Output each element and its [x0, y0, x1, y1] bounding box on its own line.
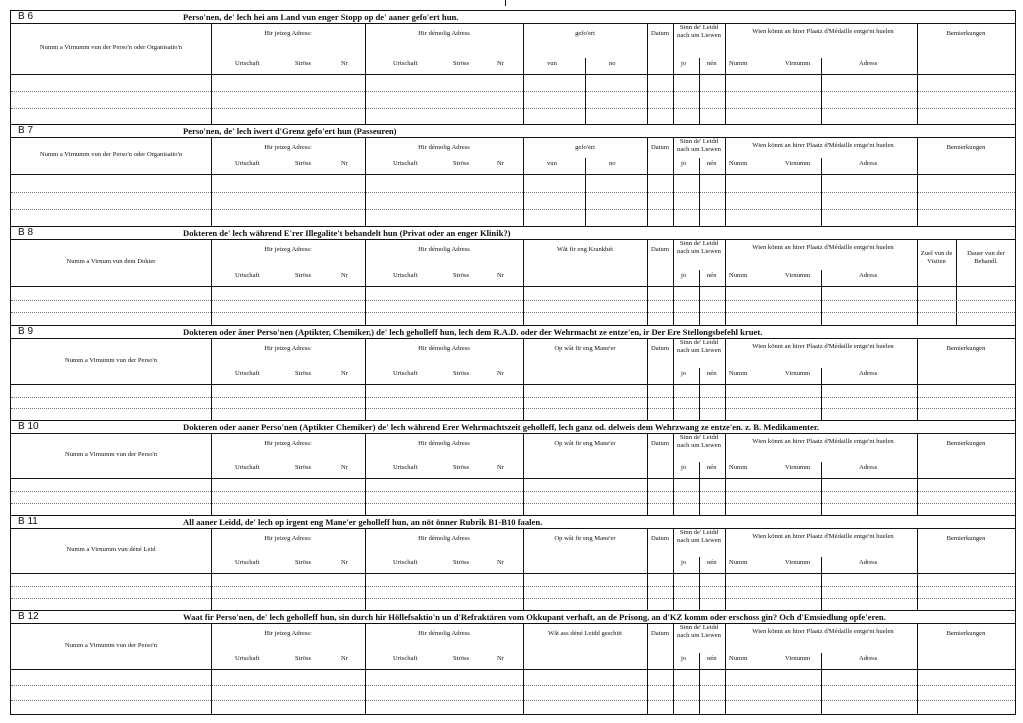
- town-label: Urtschaft: [393, 464, 418, 471]
- town-label: Urtschaft: [235, 370, 260, 377]
- section-header: [11, 624, 1015, 670]
- column-divider: [647, 385, 648, 420]
- remarks-label: Bemierkungen: [946, 144, 986, 151]
- column-divider: [699, 158, 700, 174]
- medal-recipient-label: Wien könnt an hirer Plaatz d'Médaille entge'nt huelen: [752, 343, 894, 350]
- column-divider: [725, 529, 726, 573]
- name-column-label: Numm a Virnumm vun der Perso'n: [64, 641, 158, 649]
- column-divider: [699, 462, 700, 478]
- section-title: Dokteren oder aaner Perso'nen (Aptikter Chemiker) de' lech während Erer Wehrmachtszeit geholleff, lech ganz od. delweis dem Wehrzwang ze entze'en. z. B. Medikamenter.: [183, 422, 820, 432]
- column-divider: [821, 158, 822, 174]
- column-divider: [673, 385, 674, 420]
- yes-label: jo: [681, 60, 687, 67]
- column-divider: [699, 75, 700, 124]
- column-divider: [673, 479, 674, 515]
- number-label: Nr: [497, 160, 504, 167]
- description-column-label: Wât ass déné Leidd geschitt: [548, 630, 622, 637]
- street-label: Ströss: [453, 272, 470, 279]
- duration-label: Dauer vun der Behandl.: [967, 250, 1005, 265]
- section-b10: [10, 420, 1016, 515]
- column-divider: [585, 158, 586, 174]
- column-divider: [699, 653, 700, 669]
- firstname-label: Virnumm: [785, 559, 811, 566]
- description-column-label: Wât fir eng Krankhét: [556, 246, 614, 253]
- column-divider: [365, 479, 366, 515]
- section-header: [11, 240, 1015, 287]
- section-title-bar: [11, 11, 1015, 24]
- former-address-label: Hir démolig Adress: [418, 30, 470, 37]
- entry-row-line: [11, 491, 1015, 492]
- current-address-label: Hir jetzeg Adress:: [264, 630, 312, 637]
- number-label: Nr: [497, 272, 504, 279]
- no-label: nén: [707, 655, 717, 662]
- column-divider: [211, 287, 212, 325]
- entry-row-line: [11, 192, 1015, 193]
- former-address-label: Hir démolig Adress: [418, 440, 470, 447]
- number-label: Nr: [497, 370, 504, 377]
- from-label: vun: [547, 60, 557, 67]
- column-divider: [673, 670, 674, 715]
- section-rows: [11, 670, 1015, 715]
- alive-label: Sinn de' Leidd nach um Liewen: [677, 240, 721, 255]
- column-divider: [917, 479, 918, 515]
- column-divider: [523, 670, 524, 715]
- current-address-label: Hir jetzeg Adress:: [264, 246, 312, 253]
- column-divider: [673, 138, 674, 174]
- name-column-label: Numm a Virnumm vun déné Leid: [66, 546, 156, 553]
- firstname-label: Virnumm: [785, 655, 811, 662]
- column-divider: [956, 287, 957, 325]
- column-divider: [821, 385, 822, 420]
- surname-label: Numm: [729, 655, 748, 662]
- section-title: Dokteren de' lech während E'rer Illegalite't behandelt hun (Privat oder an enger Klinik?): [183, 228, 511, 238]
- number-label: Nr: [341, 464, 348, 471]
- section-title: All aaner Leidd, de' lech op irgent eng Mane'er geholleff hun, an nöt önner Rubrik B1-B10 faalen.: [183, 517, 543, 527]
- remarks-label: Bemierkungen: [946, 535, 986, 542]
- surname-label: Numm: [729, 370, 748, 377]
- column-divider: [211, 670, 212, 715]
- medal-recipient-label: Wien könnt an hirer Plaatz d'Médaille entge'nt huelen: [752, 438, 894, 445]
- date-label: Datum: [651, 630, 669, 637]
- name-column-label: Numm a Virnum vun dem Dokter: [66, 258, 156, 265]
- section-rows: [11, 75, 1015, 124]
- entry-row-line: [11, 300, 1015, 301]
- column-divider: [699, 175, 700, 226]
- yes-label: jo: [681, 464, 687, 471]
- to-label: no: [609, 160, 616, 167]
- column-divider: [821, 670, 822, 715]
- town-label: Urtschaft: [393, 655, 418, 662]
- current-address-label: Hir jetzeg Adress:: [264, 440, 312, 447]
- column-divider: [821, 479, 822, 515]
- column-divider: [673, 529, 674, 573]
- column-divider: [725, 339, 726, 384]
- town-label: Urtschaft: [235, 160, 260, 167]
- column-divider: [699, 270, 700, 286]
- street-label: Ströss: [295, 655, 312, 662]
- surname-label: Numm: [729, 559, 748, 566]
- remarks-label: Bemierkungen: [946, 345, 986, 352]
- number-label: Nr: [497, 655, 504, 662]
- address-label: Adress: [859, 272, 878, 279]
- number-label: Nr: [497, 60, 504, 67]
- column-divider: [647, 287, 648, 325]
- column-divider: [523, 479, 524, 515]
- section-header: [11, 138, 1015, 175]
- name-column-label: Numm a Virnumm vun der Perso'n oder Organisatio'n: [39, 151, 183, 158]
- section-rows: [11, 287, 1015, 325]
- column-divider: [725, 574, 726, 610]
- column-divider: [673, 574, 674, 610]
- alive-label: Sinn de' Leidd nach um Liewen: [677, 624, 721, 639]
- column-divider: [673, 240, 674, 286]
- column-divider: [365, 574, 366, 610]
- no-label: nén: [707, 272, 717, 279]
- column-divider: [917, 574, 918, 610]
- column-divider: [917, 287, 918, 325]
- description-column-label: Op wât fir eng Mane'er: [554, 440, 616, 447]
- column-divider: [523, 385, 524, 420]
- firstname-label: Virnumm: [785, 370, 811, 377]
- alive-label: Sinn de' Leidd nach um Liewen: [677, 434, 721, 449]
- column-divider: [725, 175, 726, 226]
- alive-label: Sinn de' Leidd nach um Liewen: [677, 339, 721, 354]
- column-divider: [699, 670, 700, 715]
- column-divider: [673, 434, 674, 478]
- firstname-label: Virnumm: [785, 464, 811, 471]
- column-divider: [725, 75, 726, 124]
- number-label: Nr: [341, 655, 348, 662]
- section-rows: [11, 479, 1015, 515]
- medal-recipient-label: Wien könnt an hirer Plaatz d'Médaille entge'nt huelen: [752, 28, 894, 35]
- number-label: Nr: [497, 464, 504, 471]
- current-address-label: Hir jetzeg Adress:: [264, 535, 312, 542]
- medal-recipient-label: Wien könnt an hirer Plaatz d'Médaille entge'nt huelen: [752, 142, 894, 149]
- no-label: nén: [707, 160, 717, 167]
- column-divider: [725, 24, 726, 74]
- section-title: Perso'nen, de' lech iwert d'Grenz gefo'ert hun (Passeuren): [183, 126, 397, 136]
- column-divider: [647, 479, 648, 515]
- surname-label: Numm: [729, 160, 748, 167]
- description-column-label: Op wât fir eng Mane'er: [554, 345, 616, 352]
- column-divider: [725, 624, 726, 669]
- former-address-label: Hir démolig Adress: [418, 345, 470, 352]
- column-divider: [821, 574, 822, 610]
- column-divider: [365, 287, 366, 325]
- column-divider: [647, 574, 648, 610]
- town-label: Urtschaft: [393, 559, 418, 566]
- alive-label: Sinn de' Leidd nach um Liewen: [677, 24, 721, 39]
- medal-recipient-label: Wien könnt an hirer Plaatz d'Médaille entge'nt huelen: [752, 244, 894, 251]
- entry-row-line: [11, 685, 1015, 686]
- column-divider: [821, 368, 822, 384]
- column-divider: [699, 58, 700, 74]
- section-code: B 7: [18, 125, 34, 136]
- section-title: Waat fir Perso'nen, de' lech geholleff hun, sin durch hir Höllefsaktio'n un d'Refraktären vom Okkupant verhaft, an de Prisong, an d'KZ komm oder erschoss gin? Och d'Emsiedlung opfe'eren.: [183, 612, 886, 622]
- column-divider: [211, 385, 212, 420]
- remarks-label: Bemierkungen: [946, 30, 986, 37]
- remarks-label: Bemierkungen: [946, 440, 986, 447]
- yes-label: jo: [681, 160, 687, 167]
- town-label: Urtschaft: [393, 272, 418, 279]
- column-divider: [365, 175, 366, 226]
- section-code: B 6: [18, 11, 34, 22]
- street-label: Ströss: [453, 559, 470, 566]
- town-label: Urtschaft: [393, 160, 418, 167]
- address-label: Adress: [859, 655, 878, 662]
- column-divider: [917, 385, 918, 420]
- column-divider: [673, 287, 674, 325]
- column-divider: [673, 24, 674, 74]
- alive-label: Sinn de' Leidd nach um Liewen: [677, 529, 721, 544]
- section-rows: [11, 385, 1015, 420]
- column-divider: [673, 75, 674, 124]
- section-title-bar: [11, 421, 1015, 434]
- surname-label: Numm: [729, 60, 748, 67]
- column-divider: [699, 557, 700, 573]
- number-label: Nr: [341, 272, 348, 279]
- column-divider: [211, 479, 212, 515]
- yes-label: jo: [681, 655, 687, 662]
- section-b8: [10, 226, 1016, 325]
- column-divider: [699, 385, 700, 420]
- firstname-label: Virnumm: [785, 160, 811, 167]
- street-label: Ströss: [453, 464, 470, 471]
- column-divider: [821, 175, 822, 226]
- town-label: Urtschaft: [235, 60, 260, 67]
- section-header: [11, 24, 1015, 75]
- column-divider: [725, 138, 726, 174]
- street-label: Ströss: [453, 655, 470, 662]
- former-address-label: Hir démolig Adress: [418, 535, 470, 542]
- street-label: Ströss: [295, 559, 312, 566]
- column-divider: [585, 175, 586, 226]
- street-label: Ströss: [295, 272, 312, 279]
- town-label: Urtschaft: [235, 655, 260, 662]
- former-address-label: Hir démolig Adress: [418, 144, 470, 151]
- section-title: Dokteren oder âner Perso'nen (Aptikter, Chemiker,) de' lech geholleff hun, lech dem R.A.D. oder der Wehrmacht ze entze'en, ir Der Ere Stellongsbefehl kruet.: [183, 327, 763, 337]
- column-divider: [699, 287, 700, 325]
- yes-label: jo: [681, 370, 687, 377]
- medal-recipient-label: Wien könnt an hirer Plaatz d'Médaille entge'nt huelen: [752, 533, 894, 540]
- street-label: Ströss: [295, 160, 312, 167]
- section-rows: [11, 175, 1015, 226]
- yes-label: jo: [681, 559, 687, 566]
- column-divider: [725, 434, 726, 478]
- column-divider: [699, 368, 700, 384]
- no-label: nén: [707, 370, 717, 377]
- entry-row-line: [11, 586, 1015, 587]
- entry-row-line: [11, 598, 1015, 599]
- date-label: Datum: [651, 345, 669, 352]
- column-divider: [647, 75, 648, 124]
- town-label: Urtschaft: [235, 272, 260, 279]
- current-address-label: Hir jetzeg Adress:: [264, 30, 312, 37]
- no-label: nén: [707, 464, 717, 471]
- section-code: B 10: [18, 421, 39, 432]
- yes-label: jo: [681, 272, 687, 279]
- street-label: Ströss: [453, 370, 470, 377]
- section-title-bar: [11, 125, 1015, 138]
- number-label: Nr: [341, 370, 348, 377]
- section-b12: [10, 610, 1016, 715]
- column-divider: [585, 58, 586, 74]
- town-label: Urtschaft: [393, 370, 418, 377]
- section-b6: [10, 10, 1016, 124]
- column-divider: [523, 574, 524, 610]
- column-divider: [725, 287, 726, 325]
- column-divider: [523, 624, 524, 669]
- column-divider: [725, 385, 726, 420]
- date-label: Datum: [651, 535, 669, 542]
- no-label: nén: [707, 60, 717, 67]
- column-divider: [725, 479, 726, 515]
- firstname-label: Virnumm: [785, 60, 811, 67]
- column-divider: [211, 574, 212, 610]
- column-divider: [821, 462, 822, 478]
- address-label: Adress: [859, 370, 878, 377]
- street-label: Ströss: [453, 160, 470, 167]
- street-label: Ströss: [295, 464, 312, 471]
- street-label: Ströss: [295, 60, 312, 67]
- column-divider: [523, 287, 524, 325]
- address-label: Adress: [859, 60, 878, 67]
- column-divider: [211, 175, 212, 226]
- current-address-label: Hir jetzeg Adress:: [264, 144, 312, 151]
- town-label: Urtschaft: [235, 559, 260, 566]
- section-title-bar: [11, 227, 1015, 240]
- column-divider: [647, 670, 648, 715]
- medal-recipient-label: Wien könnt an hirer Plaatz d'Médaille entge'nt huelen: [752, 628, 894, 635]
- section-header: [11, 339, 1015, 385]
- section-title: Perso'nen, de' lech hei am Land vun enger Stopp op de' aaner gefo'ert hun.: [183, 12, 459, 22]
- section-title-bar: [11, 516, 1015, 529]
- section-b11: [10, 515, 1016, 610]
- section-b7: [10, 124, 1016, 226]
- section-code: B 8: [18, 227, 34, 238]
- column-divider: [647, 175, 648, 226]
- entry-row-line: [11, 503, 1015, 504]
- entry-row-line: [11, 108, 1015, 109]
- name-column-label: Numm a Virnumm vun der Perso'n: [64, 356, 158, 364]
- to-label: no: [609, 60, 616, 67]
- column-divider: [365, 385, 366, 420]
- column-divider: [673, 624, 674, 669]
- entry-row-line: [11, 397, 1015, 398]
- entry-row-line: [11, 209, 1015, 210]
- column-divider: [365, 670, 366, 715]
- column-divider: [211, 75, 212, 124]
- column-divider: [523, 175, 524, 226]
- town-label: Urtschaft: [393, 60, 418, 67]
- former-address-label: Hir démolig Adress: [418, 246, 470, 253]
- date-label: Datum: [651, 30, 669, 37]
- transported-label: gefo'ert: [575, 30, 595, 37]
- column-divider: [523, 434, 524, 478]
- column-divider: [523, 75, 524, 124]
- section-header: [11, 529, 1015, 574]
- column-divider: [585, 75, 586, 124]
- date-label: Datum: [651, 440, 669, 447]
- date-label: Datum: [651, 144, 669, 151]
- column-divider: [917, 75, 918, 124]
- column-divider: [523, 529, 524, 573]
- section-code: B 9: [18, 326, 34, 337]
- column-divider: [821, 557, 822, 573]
- name-column-label: Numm a Virnumm vun der Perso'n oder Organisatio'n: [39, 44, 183, 51]
- section-code: B 11: [18, 516, 38, 527]
- transported-label: gefo'ert: [575, 144, 595, 151]
- address-label: Adress: [859, 160, 878, 167]
- town-label: Urtschaft: [235, 464, 260, 471]
- section-title-bar: [11, 611, 1015, 624]
- column-divider: [725, 670, 726, 715]
- entry-row-line: [11, 408, 1015, 409]
- column-divider: [917, 670, 918, 715]
- column-divider: [917, 175, 918, 226]
- entry-row-line: [11, 700, 1015, 701]
- column-divider: [699, 479, 700, 515]
- address-label: Adress: [859, 464, 878, 471]
- number-label: Nr: [341, 60, 348, 67]
- number-label: Nr: [341, 559, 348, 566]
- column-divider: [523, 240, 524, 286]
- column-divider: [821, 75, 822, 124]
- surname-label: Numm: [729, 272, 748, 279]
- column-divider: [673, 175, 674, 226]
- former-address-label: Hir démolig Adress: [418, 630, 470, 637]
- entry-row-line: [11, 312, 1015, 313]
- column-divider: [673, 339, 674, 384]
- column-divider: [821, 58, 822, 74]
- entry-row-line: [11, 91, 1015, 92]
- name-column-label: Numm a Virnumm vun der Perso'n: [64, 451, 158, 458]
- from-label: vun: [547, 160, 557, 167]
- column-divider: [821, 287, 822, 325]
- number-label: Nr: [341, 160, 348, 167]
- visits-label: Zuel vun de Visiten: [920, 250, 953, 265]
- alive-label: Sinn de' Leidd nach um Liewen: [677, 138, 721, 153]
- section-code: B 12: [18, 611, 39, 622]
- section-b9: [10, 325, 1016, 420]
- column-divider: [821, 653, 822, 669]
- column-divider: [821, 270, 822, 286]
- column-divider: [725, 240, 726, 286]
- top-mark: [505, 0, 506, 6]
- number-label: Nr: [497, 559, 504, 566]
- address-label: Adress: [859, 559, 878, 566]
- surname-label: Numm: [729, 464, 748, 471]
- remarks-label: Bemierkungen: [946, 630, 986, 637]
- no-label: nén: [707, 559, 717, 566]
- street-label: Ströss: [453, 60, 470, 67]
- section-title-bar: [11, 326, 1015, 339]
- current-address-label: Hir jetzeg Adress:: [264, 345, 312, 352]
- description-column-label: Op wât fir eng Mane'er: [554, 535, 616, 542]
- column-divider: [523, 339, 524, 384]
- date-label: Datum: [651, 246, 669, 253]
- column-divider: [699, 574, 700, 610]
- section-header: [11, 434, 1015, 479]
- column-divider: [365, 75, 366, 124]
- section-rows: [11, 574, 1015, 610]
- firstname-label: Virnumm: [785, 272, 811, 279]
- street-label: Ströss: [295, 370, 312, 377]
